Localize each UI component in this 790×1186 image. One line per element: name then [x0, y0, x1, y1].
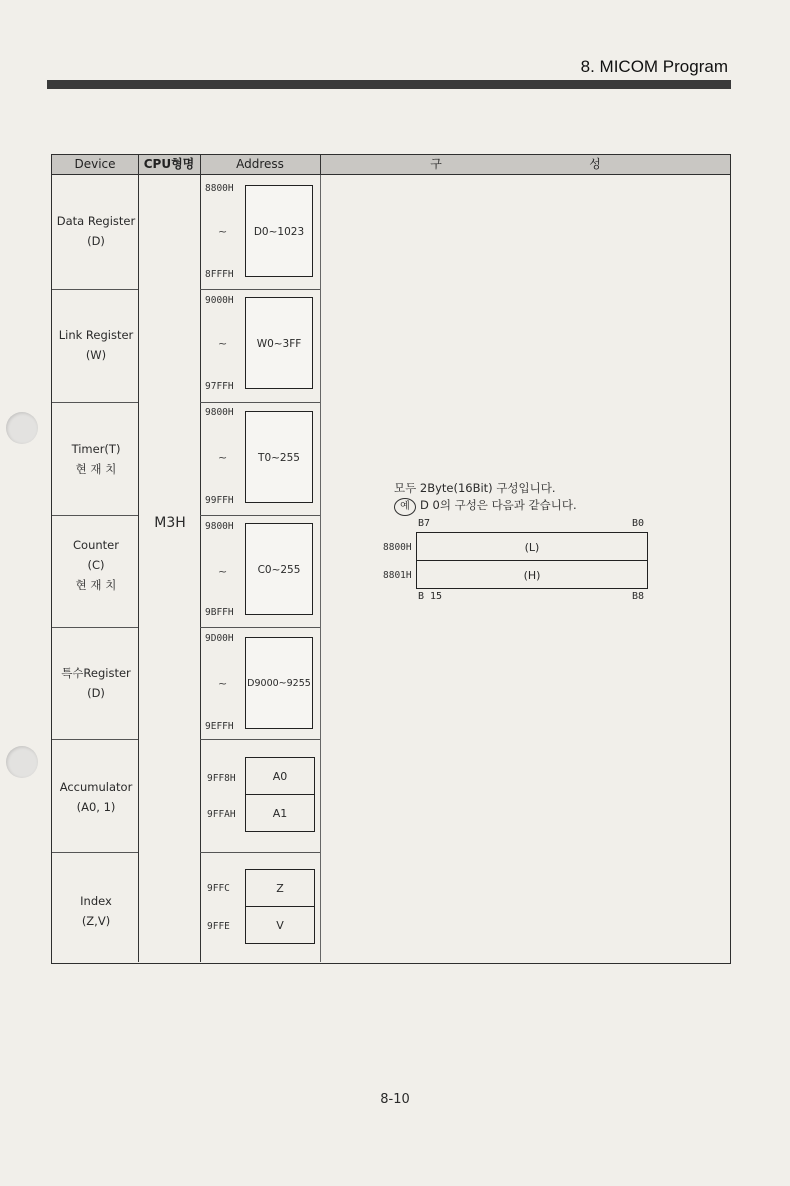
column-divider	[320, 175, 321, 962]
range-tilde: ~	[218, 225, 228, 238]
device-index: Index (Z,V)	[80, 894, 112, 928]
example-mark: 예	[394, 498, 416, 516]
register-cell-a0: A0	[245, 757, 315, 795]
binder-hole	[6, 412, 38, 444]
row-divider	[200, 852, 320, 853]
column-header-address: Address	[236, 157, 284, 171]
column-header-composition-1: 구	[430, 157, 442, 171]
column-divider	[200, 155, 201, 962]
header-rule	[47, 80, 731, 89]
row-divider	[200, 402, 320, 403]
note-line-1: 모두 2Byte(16Bit) 구성입니다.	[394, 481, 556, 495]
bit-label-b15: B 15	[418, 591, 443, 602]
column-divider	[320, 155, 321, 175]
address-a1: 9FFAH	[207, 809, 236, 820]
address-start: 8800H	[205, 183, 234, 194]
bit-label-b8: B8	[632, 591, 645, 602]
range-tilde: ~	[218, 451, 228, 464]
range-box: D0~1023	[245, 185, 313, 277]
bit-label-b0: B0	[632, 518, 645, 529]
column-header-cpu: CPU형명	[143, 157, 195, 171]
row-divider	[52, 739, 138, 740]
address-a0: 9FF8H	[207, 773, 236, 784]
row-divider	[52, 515, 138, 516]
address-v: 9FFE	[207, 921, 230, 932]
row-divider	[52, 402, 138, 403]
row-divider	[200, 289, 320, 290]
table-header	[52, 155, 730, 175]
register-cell-a1: A1	[245, 794, 315, 832]
address-end: 9BFFH	[205, 607, 234, 618]
device-timer: Timer(T) 현 재 치	[71, 442, 121, 476]
address-start: 9000H	[205, 295, 234, 306]
reg-address-high: 8801H	[383, 570, 412, 581]
range-tilde: ~	[218, 677, 228, 690]
address-end: 99FFH	[205, 495, 234, 506]
section-title: 8. MICOM Program	[580, 57, 728, 76]
address-start: 9800H	[205, 407, 234, 418]
device-counter: Counter (C) 현 재 치	[73, 538, 119, 592]
address-end: 9EFFH	[205, 721, 234, 732]
row-divider	[52, 852, 138, 853]
register-high-byte: (H)	[416, 560, 648, 589]
address-end: 97FFH	[205, 381, 234, 392]
page-number: 8-10	[380, 1092, 410, 1107]
address-start: 9D00H	[205, 633, 234, 644]
register-low-byte: (L)	[416, 532, 648, 561]
row-divider	[52, 627, 138, 628]
device-link-register: Link Register (W)	[58, 328, 134, 362]
address-end: 8FFFH	[205, 269, 234, 280]
cpu-model: M3H	[154, 515, 186, 531]
register-cell-z: Z	[245, 869, 315, 907]
row-divider	[200, 515, 320, 516]
range-box: T0~255	[245, 411, 313, 503]
device-data-register: Data Register (D)	[56, 214, 136, 248]
address-start: 9800H	[205, 521, 234, 532]
row-divider	[52, 289, 138, 290]
range-tilde: ~	[218, 337, 228, 350]
range-box: W0~3FF	[245, 297, 313, 389]
row-divider	[200, 739, 320, 740]
range-tilde: ~	[218, 565, 228, 578]
binder-hole	[6, 746, 38, 778]
device-accumulator: Accumulator (A0, 1)	[59, 780, 133, 814]
register-cell-v: V	[245, 906, 315, 944]
column-header-composition-2: 성	[589, 157, 601, 171]
bit-label-b7: B7	[418, 518, 431, 529]
reg-address-low: 8800H	[383, 542, 412, 553]
device-special-register: 특수Register (D)	[61, 666, 131, 700]
row-divider	[200, 627, 320, 628]
note-line-2: 예 D 0의 구성은 다음과 같습니다.	[394, 497, 577, 516]
range-box: D9000~9255	[245, 637, 313, 729]
column-header-device: Device	[74, 157, 116, 171]
range-box: C0~255	[245, 523, 313, 615]
address-z: 9FFC	[207, 883, 230, 894]
